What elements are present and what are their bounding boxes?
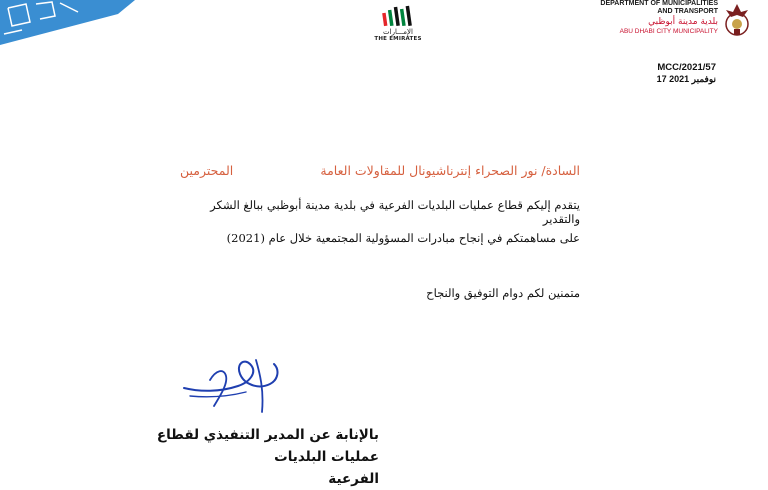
municipality-arabic-name: بلدية مدينة أبوظبي bbox=[648, 17, 718, 27]
corner-decorative-graphic bbox=[0, 0, 135, 45]
department-name-line2: AND TRANSPORT bbox=[657, 8, 718, 15]
letter-paragraph-thanks: يتقدم إليكم قطاع عمليات البلديات الفرعية في بلدية مدينة أبوظبي ببالغ الشكر والتقدير bbox=[210, 198, 580, 226]
reference-number: MCC/2021/57 bbox=[657, 62, 716, 73]
signer-title-line1: بالإنابة عن المدير التنفيذي لقطاع عمليات البلديات bbox=[156, 427, 379, 465]
addressee-honorific: المحترمين bbox=[180, 163, 234, 178]
letter-paragraph-contribution: على مساهمتكم في إنجاح مبادرات المسؤولية المجتمعية خلال عام (2021) bbox=[226, 231, 580, 245]
signer-title-line2: الفرعية bbox=[328, 471, 379, 487]
emirates-english-wordmark: THE EMIRATES bbox=[374, 36, 422, 42]
addressee-name: السادة/ نور الصحراء إنترناشيونال للمقاولات العامة bbox=[320, 163, 580, 178]
department-header bbox=[558, 0, 718, 36]
falcon-emblem-icon bbox=[720, 0, 754, 40]
addressee-line bbox=[180, 163, 580, 183]
signer-title bbox=[135, 424, 379, 490]
municipality-english-name: ABU DHABI CITY MUNICIPALITY bbox=[619, 28, 718, 35]
letter-date: 17 نوفمبر 2021 bbox=[656, 74, 716, 84]
department-name-line1: DEPARTMENT OF MUNICIPALITIES bbox=[600, 0, 718, 7]
reference-block bbox=[657, 62, 716, 85]
the-emirates-logo bbox=[372, 4, 424, 48]
emirates-brand-flag-strokes-icon bbox=[380, 4, 416, 28]
emirates-arabic-wordmark: الإمـــارات bbox=[383, 28, 413, 36]
letter-closing: متمنين لكم دوام التوفيق والنجاح bbox=[426, 286, 580, 300]
handwritten-signature-icon bbox=[180, 350, 285, 420]
